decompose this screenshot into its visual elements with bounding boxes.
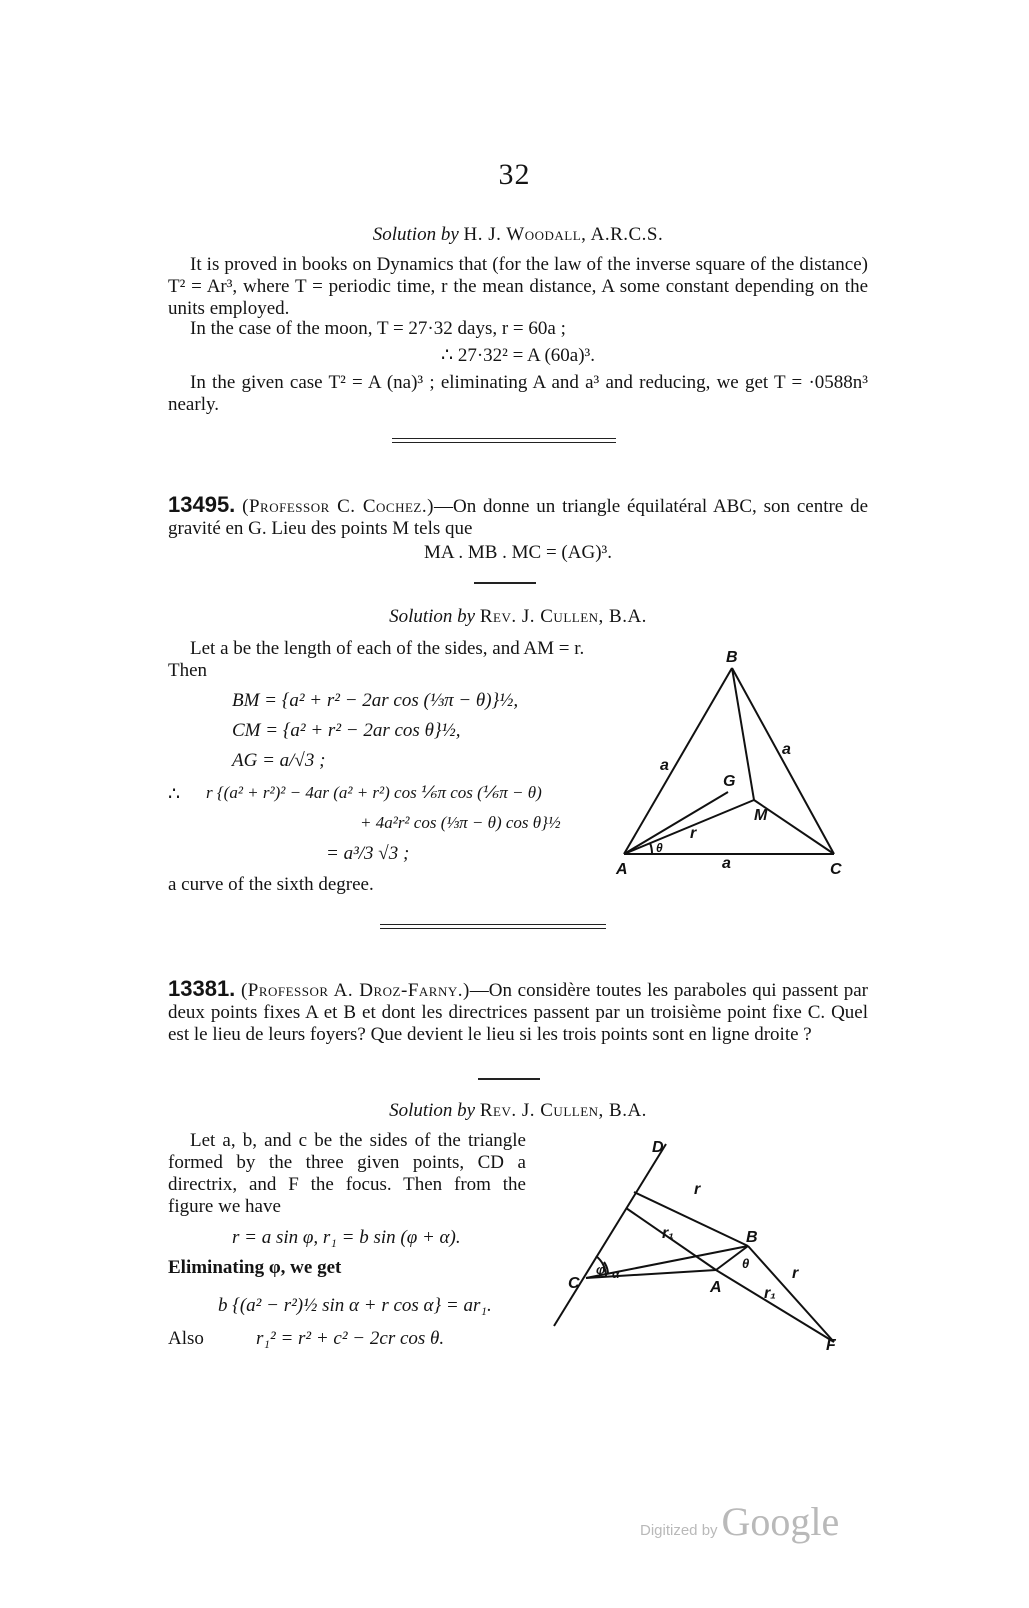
angle-theta-arc [650,843,652,854]
byline-prefix: Solution by [389,1100,476,1121]
solution-byline-cullen-1 [168,606,868,628]
locus-equation-line-1: r {(a² + r²)² − 4ar (a² + r²) cos ⅙π cos (⅙π − θ) [206,783,542,802]
problem-number: 13381. [168,976,236,1001]
directrix-cd [554,1144,666,1326]
bm-equation: BM = {a² + r² − 2ar cos (⅓π − θ)}½, [232,690,519,711]
label-phi: φ [596,1262,606,1277]
label-b: B [746,1229,758,1246]
perpendicular-r-top [634,1192,748,1246]
label-a-right: a [782,741,791,758]
eliminating-phi: Eliminating φ, we get [168,1257,342,1278]
triangle-figure [610,640,850,890]
label-theta: θ [656,841,663,855]
label-c: C [830,861,842,878]
therefore-symbol: ∴ [168,784,181,805]
locus-equation-line-2: + 4a²r² cos (⅓π − θ) cos θ}½ [360,813,561,832]
locus-equation-line-3: = a³/3 √3 ; [326,843,410,864]
law-of-cosines-equation: r₁² = r² + c² − 2cr cos θ. [256,1328,445,1349]
problem-13495 [168,494,868,540]
watermark-prefix: Digitized by [640,1522,718,1539]
label-r-right: r [792,1265,799,1282]
phi-equations: r = a sin φ, r₁ = b sin (φ + α). [232,1227,461,1248]
ag-equation: AG = a/√3 ; [232,750,326,771]
solution-byline-cullen-2 [168,1100,868,1122]
problem-number: 13495. [168,492,236,517]
byline-name: H. J. Woodall, A.R.C.S. [463,224,664,245]
short-rule-2 [478,1078,540,1080]
google-watermark [640,1498,839,1545]
cm-equation: CM = {a² + r² − 2ar cos θ}½, [232,720,461,741]
section-divider [392,438,616,443]
problem-13381 [168,978,868,1046]
cullen-1-intro: Let a be the length of each of the sides, and AM = r. Then [168,638,585,681]
also-label: Also [168,1328,204,1349]
problem-author: (Professor C. Cochez.) [242,496,434,517]
parabola-figure [546,1132,846,1354]
page-number: 32 [498,158,531,191]
label-a: A [710,1279,722,1296]
woodall-paragraph-1: It is proved in books on Dynamics that (for the law of the inverse square of the distance) T² = Ar³, where T = periodic time, r the mean distance, A some constant depending on the units employed. [168,254,868,319]
google-logo: Google [721,1499,840,1544]
label-a-bottom: a [722,855,731,872]
label-a-left: a [660,757,669,774]
problem-text: —On donne un triangle équilatéral ABC, son centre de gravité en G. Lieu des points M tels que [168,496,868,539]
byline-prefix: Solution by [372,224,459,245]
label-theta: θ [742,1256,750,1271]
label-f: F [826,1337,836,1354]
problem-text: —On considère toutes les paraboles qui passent par deux points fixes A et B et dont les directrices passent par un troisième point fixe C. Quel est le lieu de leurs foyers? Que devient le lieu si les trois points sont en ligne droite ? [168,980,868,1045]
label-b: B [726,649,738,666]
eliminated-equation: b {(a² − r²)½ sin α + r cos α} = ar₁. [218,1295,492,1316]
label-d: D [652,1139,664,1156]
woodall-equation: ∴ 27·32² = A (60a)³. [441,345,595,366]
label-r: r [690,825,697,842]
segment-af [716,1270,834,1342]
segment-ag [624,792,728,854]
problem-condition: MA . MB . MC = (AG)³. [424,542,612,563]
section-divider-2 [380,924,606,929]
side-ab [624,668,732,854]
byline-name: Rev. J. Cullen, B.A. [479,1100,647,1121]
label-r1-bottom: r₁ [764,1285,776,1302]
woodall-paragraph-3: In the given case T² = A (na)³ ; eliminating A and a³ and reducing, we get T = ·0588n³ nearly. [168,372,868,415]
segment-bf [748,1246,834,1342]
label-alpha: α [612,1267,620,1281]
byline-prefix: Solution by [389,606,476,627]
solution-byline-woodall [168,224,868,246]
label-r1-mid: r₁ [662,1225,674,1242]
label-r-top: r [694,1181,701,1198]
problem-author: (Professor A. Droz-Farny.) [240,980,470,1001]
short-rule [474,582,536,584]
label-c: C [568,1275,580,1292]
label-m: M [754,807,768,824]
byline-name: Rev. J. Cullen, B.A. [479,606,647,627]
cullen-2-intro: Let a, b, and c be the sides of the triangle formed by the three given points, CD a directrix, and F the focus. Then from the figure we have [168,1130,526,1217]
cullen-1-conclusion: a curve of the sixth degree. [168,874,374,895]
label-a-vertex: A [616,861,628,878]
label-g: G [723,773,736,790]
woodall-paragraph-2: In the case of the moon, T = 27·32 days, r = 60a ; [190,318,566,339]
segment-am [624,800,754,854]
